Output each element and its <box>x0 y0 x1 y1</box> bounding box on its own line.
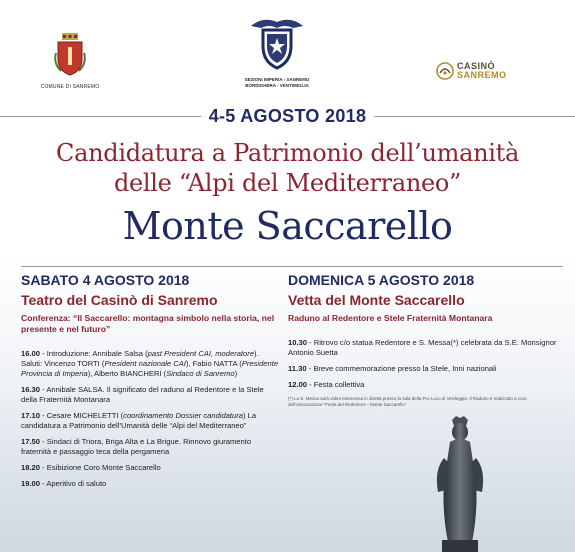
date-banner <box>0 103 575 129</box>
main-title: Monte Saccarello <box>122 204 453 248</box>
sunday-date: DOMENICA 5 AGOSTO 2018 <box>288 272 475 288</box>
saturday-program <box>21 349 281 489</box>
left-column-divider <box>21 266 291 267</box>
cai-caption-1: SEZIONI IMPERIA - SANREMO <box>244 77 310 82</box>
event-date: 4-5 AGOSTO 2018 <box>201 106 375 127</box>
sunday-column <box>288 272 563 407</box>
program-item: 17.50 - Sindaci di Triora, Briga Alta e La Brigue. Rinnovo giuramento fraternità e passaggio teca della pergamena <box>21 437 252 456</box>
cai-eagle-shield-icon <box>249 14 305 70</box>
program-item: 10.30 - Ritrovo c/o statua Redentore e S. Messa(*) celebrata da S.E. Monsignor Antonio Suetta <box>288 338 557 357</box>
saturday-date: SABATO 4 AGOSTO 2018 <box>21 272 190 288</box>
cai-logo <box>232 14 322 88</box>
sunday-program <box>288 338 563 390</box>
program-item: 18.20 - Esibizione Coro Monte Saccarello <box>21 463 161 472</box>
sanremo-caption: COMUNE DI SANREMO <box>40 84 100 90</box>
sunday-venue: Vetta del Monte Saccarello <box>288 292 465 308</box>
mass-broadcast-note: (*) La S. Messa sarà video trasmessa in diretta presso la sala della Pro Loco di Verdeggia. Il Raduno è realizzato a cura dell’Associazione “Festa del Redentore - Monte Saccarello” <box>288 396 527 407</box>
casino-line-2: SANREMO <box>457 70 507 80</box>
program-item: 11.30 - Breve commemorazione presso la Stele, Inni nazionali <box>288 364 497 373</box>
title-line-1: Candidatura a Patrimonio dell’umanità <box>56 139 519 167</box>
cai-caption-2: BORDIGHERA - VENTIMIGLIA <box>245 82 309 88</box>
casino-line-1: CASINÒ <box>457 61 496 71</box>
right-column-divider <box>288 266 563 267</box>
conference-title: Conferenza: “Il Saccarello: montagna simbolo nella storia, nel presente e nel futuro” <box>21 313 275 334</box>
program-item: 16.00 - Introduzione: Annibale Salsa (past President CAI, moderatore). Saluti: Vincenzo TORTI (President nazionale CAI), Fabio NATTA (Presidente Provincia di Imperia), Alberto BIANCHERI (Sindaco di Sanremo) <box>21 349 279 378</box>
saturday-venue: Teatro del Casinò di Sanremo <box>21 292 218 308</box>
saturday-column <box>21 272 281 495</box>
sanremo-logo <box>40 33 100 90</box>
casino-sanremo-logo <box>436 62 507 80</box>
logo-bar <box>0 0 575 100</box>
program-item: 17.10 - Cesare MICHELETTI (coordinamento Dossier candidatura) La candidatura a Patrimonio dell’Umanità delle “Alpi del Mediterraneo” <box>21 411 257 430</box>
program-item: 19.00 - Aperitivo di saluto <box>21 479 107 488</box>
gathering-title: Raduno al Redentore e Stele Fraternità Montanara <box>288 313 493 323</box>
sanremo-coat-of-arms-icon <box>53 33 87 77</box>
program-item: 12.00 - Festa collettiva <box>288 380 365 389</box>
title-line-2: delle “Alpi del Mediterraneo” <box>113 169 462 197</box>
casino-emblem-icon <box>436 62 454 80</box>
redentore-statue-icon <box>420 412 500 552</box>
program-item: 16.30 - Annibale SALSA. Il significato del raduno al Redentore e la Stele della Fraternità Montanara <box>21 385 264 404</box>
